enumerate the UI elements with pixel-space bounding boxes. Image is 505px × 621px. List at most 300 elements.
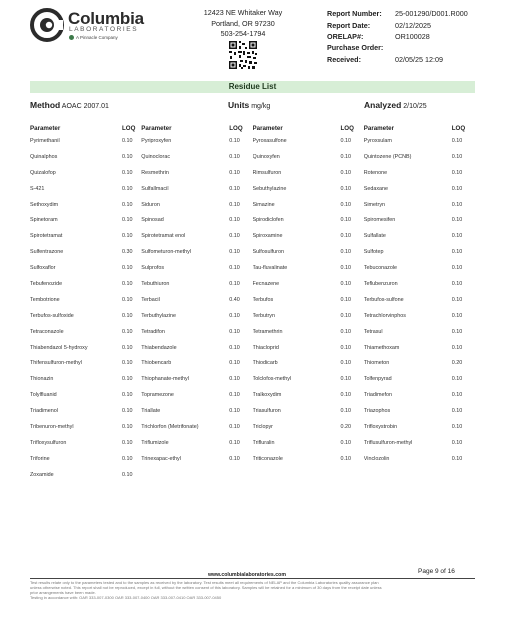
- loq-value: 0.10: [340, 312, 351, 319]
- table-row: [30, 403, 141, 419]
- loq-value: 0.10: [229, 233, 240, 240]
- table-row: [253, 149, 364, 165]
- parameter-name: Triazophos: [363, 408, 391, 415]
- column-header: [364, 124, 475, 133]
- parameter-name: Sulfoxaflor: [30, 265, 56, 272]
- parameter-name: Triflusulfuron-methyl: [363, 439, 413, 446]
- analyzed-label: Analyzed: [364, 100, 402, 110]
- table-row: [253, 212, 364, 228]
- column-header: [253, 124, 364, 133]
- loq-value: 0.10: [451, 249, 463, 256]
- parameter-name: Tetrachlorvinphos: [363, 312, 406, 319]
- loq-value: 0.10: [340, 455, 351, 462]
- table-row: [141, 228, 252, 244]
- disclaimer-line: Testing in accordance with: OAR 333-007-0300 OAR 333-007-0400 OAR 333-007-0410 OAR 333-007-0450: [30, 595, 222, 600]
- loq-value: 0.40: [229, 296, 240, 303]
- loq-value: 0.10: [451, 217, 463, 224]
- loq-value: 0.10: [340, 201, 351, 208]
- parameter-name: Sulfosulfuron: [252, 249, 284, 256]
- table-row: [253, 324, 364, 340]
- table-row: [30, 292, 141, 308]
- units-item: [228, 100, 270, 110]
- parameter-name: Thifensulfuron-methyl: [30, 360, 82, 367]
- residue-column: [30, 124, 141, 483]
- loq-value: 0.10: [229, 312, 240, 319]
- parameter-name: Sedaxane: [363, 185, 389, 192]
- table-row: [141, 419, 252, 435]
- footer-divider: [30, 578, 475, 579]
- loq-value: 0.10: [122, 296, 133, 303]
- table-row: [253, 276, 364, 292]
- table-row: [30, 308, 141, 324]
- section-title: Residue List: [30, 81, 475, 93]
- parameter-name: Terbutryn: [252, 312, 275, 319]
- loq-value: 0.10: [451, 296, 463, 303]
- loq-value: 0.10: [229, 439, 240, 446]
- parameter-name: Quizalofop: [30, 169, 56, 176]
- loq-value: 0.10: [451, 201, 463, 208]
- parameter-name: Sethoxydim: [30, 201, 59, 208]
- company-logo: [30, 8, 160, 42]
- table-row: [253, 292, 364, 308]
- table-row: [253, 435, 364, 451]
- loq-value: 0.10: [122, 280, 133, 287]
- report-date-row: [327, 19, 468, 30]
- parameter-name: Sulfallmacil: [141, 185, 169, 192]
- table-row: [253, 244, 364, 260]
- received-row: [327, 54, 468, 65]
- parameter-name: Thiophanate-methyl: [141, 376, 189, 383]
- disclaimer-line: Test results relate only to the parameters tested and to the samples as received by the laboratory. Test results meet all requirements of NELAP and the Columbia Laboratories quality assurance plan: [30, 580, 379, 585]
- table-row: [364, 212, 475, 228]
- parameter-name: Tetraconazole: [30, 328, 64, 335]
- loq-value: 0.10: [122, 439, 133, 446]
- table-row: [141, 276, 252, 292]
- parameter-name: Thiodicarb: [252, 360, 278, 367]
- table-row: [30, 340, 141, 356]
- parameter-name: Fecnazene: [252, 280, 280, 287]
- report-date-value: 02/12/2025: [395, 20, 431, 30]
- table-row: [364, 228, 475, 244]
- loq-value: 0.10: [122, 233, 133, 240]
- parameter-name: Spirotetramat: [30, 233, 63, 240]
- parameter-name: Sulfallate: [363, 233, 386, 240]
- method-value: AOAC 2007.01: [61, 103, 109, 110]
- parameter-name: Triallate: [141, 408, 161, 415]
- table-row: [30, 181, 141, 197]
- loq-header: LOQ: [340, 125, 354, 132]
- parameter-header: Parameter: [363, 125, 395, 132]
- loq-value: 0.10: [122, 423, 133, 430]
- loq-value: 0.10: [122, 360, 133, 367]
- loq-value: 0.10: [229, 344, 240, 351]
- table-row: [253, 355, 364, 371]
- column-header: [141, 124, 252, 133]
- loq-header: LOQ: [229, 125, 243, 132]
- parameter-name: Sulfotep: [363, 249, 384, 256]
- loq-value: 0.10: [451, 185, 463, 192]
- parameter-name: Thiamethoxam: [363, 344, 400, 351]
- loq-value: 0.10: [451, 376, 463, 383]
- loq-value: 0.10: [229, 265, 240, 272]
- table-row: [30, 387, 141, 403]
- loq-value: 0.10: [340, 328, 351, 335]
- footer-disclaimer: [30, 580, 475, 600]
- loq-value: 0.10: [451, 328, 463, 335]
- parameter-name: Vinclozolin: [363, 455, 390, 462]
- method-label: Method: [30, 100, 61, 110]
- loq-value: 0.10: [340, 137, 351, 144]
- table-row: [141, 324, 252, 340]
- loq-value: 0.10: [451, 408, 463, 415]
- parameter-name: Thiacloprid: [252, 344, 279, 351]
- table-row: [364, 197, 475, 213]
- disclaimer-line: prior arrangements have been made.: [30, 590, 96, 595]
- parameter-name: Siduron: [141, 201, 160, 208]
- table-row: [141, 403, 252, 419]
- residue-table: [30, 124, 475, 483]
- parameter-name: Tolfenpyrad: [363, 376, 392, 383]
- table-row: [141, 149, 252, 165]
- table-row: [364, 355, 475, 371]
- loq-value: 0.10: [340, 344, 351, 351]
- loq-value: 0.10: [229, 201, 240, 208]
- table-row: [364, 133, 475, 149]
- loq-value: 0.10: [451, 169, 463, 176]
- table-row: [141, 165, 252, 181]
- parameter-name: Terbufos-sulfoxide: [30, 312, 74, 319]
- loq-value: 0.10: [451, 392, 463, 399]
- loq-value: 0.10: [229, 153, 240, 160]
- table-row: [30, 467, 141, 483]
- loq-value: 0.10: [451, 153, 463, 160]
- parameter-name: Tetradifon: [141, 328, 165, 335]
- report-number-label: Report Number:: [327, 9, 382, 19]
- parameter-name: Tembotrione: [30, 296, 60, 303]
- parameter-name: Triasulfuron: [252, 408, 281, 415]
- parameter-name: Pyroxsulam: [363, 137, 392, 144]
- parameter-name: Thionazin: [30, 376, 54, 383]
- loq-value: 0.10: [229, 280, 240, 287]
- table-row: [253, 451, 364, 467]
- analyzed-item: [364, 100, 427, 110]
- table-row: [364, 435, 475, 451]
- loq-value: 0.10: [122, 344, 133, 351]
- table-row: [141, 292, 252, 308]
- loq-value: 0.10: [122, 153, 133, 160]
- parameter-name: Quinoxyfen: [252, 153, 280, 160]
- table-row: [253, 387, 364, 403]
- parameter-name: Trifluralin: [252, 439, 275, 446]
- orelap-row: [327, 31, 468, 42]
- table-row: [30, 324, 141, 340]
- parameter-name: Pyroxasulfone: [252, 137, 287, 144]
- loq-value: 0.10: [340, 153, 351, 160]
- loq-value: 0.10: [122, 185, 133, 192]
- parameter-name: Sulfentrazone: [30, 249, 64, 256]
- loq-value: 0.10: [451, 312, 463, 319]
- table-row: [141, 260, 252, 276]
- loq-value: 0.10: [340, 296, 351, 303]
- analyzed-value: 2/10/25: [403, 103, 427, 110]
- parameter-name: Triadimefon: [363, 392, 393, 399]
- loq-value: 0.10: [340, 169, 351, 176]
- loq-value: 0.20: [340, 423, 351, 430]
- loq-value: 0.10: [122, 201, 133, 208]
- address-street: 12423 NE Whitaker Way: [203, 8, 283, 17]
- loq-value: 0.10: [229, 423, 240, 430]
- table-row: [141, 355, 252, 371]
- table-row: [30, 149, 141, 165]
- loq-value: 0.10: [122, 328, 133, 335]
- parameter-name: Trinexapac-ethyl: [141, 455, 181, 462]
- table-row: [141, 308, 252, 324]
- table-row: [253, 403, 364, 419]
- loq-value: 0.10: [340, 233, 351, 240]
- parameter-name: Sulprofos: [141, 265, 165, 272]
- logo-tagline: [69, 35, 118, 40]
- loq-value: 0.10: [122, 392, 133, 399]
- table-row: [364, 324, 475, 340]
- lab-address: [188, 8, 298, 40]
- parameter-name: Topramezone: [141, 392, 174, 399]
- report-number-row: [327, 8, 468, 19]
- loq-value: 0.10: [229, 169, 240, 176]
- parameter-name: Spiroxamine: [252, 233, 283, 240]
- table-row: [253, 340, 364, 356]
- loq-value: 0.30: [122, 249, 133, 256]
- loq-value: 0.10: [340, 392, 351, 399]
- parameter-name: Thiometon: [363, 360, 390, 367]
- table-row: [364, 340, 475, 356]
- parameter-name: Thiabendazole: [141, 344, 177, 351]
- received-label: Received:: [327, 54, 361, 64]
- parameter-header: Parameter: [252, 125, 283, 132]
- loq-value: 0.10: [451, 455, 463, 462]
- loq-value: 0.10: [229, 455, 240, 462]
- table-row: [253, 133, 364, 149]
- disclaimer-line: unless otherwise noted. This report shall not be reproduced, except in full, without the written consent of this laboratory. Samples will be retained for a minimum of 30 days from the receipt date unless: [30, 585, 382, 590]
- orelap-label: ORELAP#:: [327, 31, 364, 41]
- table-row: [141, 340, 252, 356]
- parameter-name: Thiobencarb: [141, 360, 172, 367]
- table-row: [253, 308, 364, 324]
- loq-value: 0.10: [122, 376, 133, 383]
- table-row: [141, 451, 252, 467]
- loq-value: 0.10: [451, 280, 463, 287]
- loq-value: 0.10: [340, 439, 351, 446]
- loq-value: 0.10: [451, 439, 463, 446]
- parameter-name: Trifloxysulfuron: [30, 439, 67, 446]
- table-row: [253, 197, 364, 213]
- table-row: [364, 260, 475, 276]
- table-row: [364, 371, 475, 387]
- units-value: mg/kg: [251, 103, 271, 110]
- table-row: [141, 371, 252, 387]
- parameter-name: Thiabendazol 5-hydroxy: [30, 344, 88, 351]
- report-info: [327, 8, 468, 65]
- table-row: [30, 244, 141, 260]
- parameter-name: Trichlorfon (Metrifonate): [141, 423, 199, 430]
- table-row: [253, 228, 364, 244]
- loq-value: 0.10: [122, 217, 133, 224]
- table-row: [30, 451, 141, 467]
- logo-tagline-text: A Pinnacle Company: [76, 35, 118, 40]
- received-value: 02/05/25 12:09: [395, 54, 443, 64]
- qr-code-icon: [228, 40, 258, 70]
- parameter-name: S-421: [30, 185, 45, 192]
- loq-value: 0.10: [229, 328, 240, 335]
- residue-column: [253, 124, 364, 483]
- loq-value: 0.10: [122, 137, 133, 144]
- loq-value: 0.10: [229, 376, 240, 383]
- table-row: [253, 165, 364, 181]
- table-row: [141, 133, 252, 149]
- columbia-logo-icon: [30, 8, 64, 42]
- loq-value: 0.10: [451, 233, 463, 240]
- table-row: [30, 276, 141, 292]
- table-row: [141, 181, 252, 197]
- parameter-name: Terbacil: [141, 296, 160, 303]
- parameter-name: Teflubenzuron: [363, 280, 398, 287]
- parameter-name: Terbufos: [252, 296, 274, 303]
- parameter-name: Trifloxystrobin: [363, 423, 398, 430]
- parameter-name: Triclopyr: [252, 423, 273, 430]
- parameter-name: Rotenone: [363, 169, 388, 176]
- table-row: [364, 419, 475, 435]
- table-row: [364, 276, 475, 292]
- column-header: [30, 124, 141, 133]
- parameter-name: Tau-fluvalinate: [252, 265, 288, 272]
- table-row: [30, 133, 141, 149]
- loq-value: 0.10: [229, 360, 240, 367]
- loq-value: 0.10: [229, 137, 240, 144]
- parameter-name: Triforine: [30, 455, 50, 462]
- table-row: [30, 435, 141, 451]
- table-row: [364, 451, 475, 467]
- purchase-order-row: [327, 42, 468, 53]
- parameter-name: Triflumizole: [141, 439, 169, 446]
- parameter-name: Pyriproxyfen: [141, 137, 172, 144]
- parameter-name: Triticonazole: [252, 455, 283, 462]
- table-row: [141, 244, 252, 260]
- parameter-name: Tebufenozide: [30, 280, 63, 287]
- parameter-name: Sulfometuron-methyl: [141, 249, 191, 256]
- parameter-name: Simetryn: [363, 201, 386, 208]
- parameter-header: Parameter: [141, 125, 172, 132]
- loq-value: 0.10: [229, 392, 240, 399]
- table-row: [30, 419, 141, 435]
- units-label: Units: [228, 100, 250, 110]
- table-row: [30, 165, 141, 181]
- parameter-name: Tribenuron-methyl: [30, 423, 74, 430]
- table-row: [253, 181, 364, 197]
- parameter-header: Parameter: [30, 125, 61, 132]
- orelap-value: OR100028: [395, 31, 430, 41]
- loq-value: 0.10: [451, 137, 463, 144]
- loq-value: 0.10: [340, 280, 351, 287]
- parameter-name: Quintozene (PCNB): [363, 153, 412, 160]
- parameter-name: Terbuthylazine: [141, 312, 177, 319]
- parameter-name: Tebuconazole: [363, 265, 398, 272]
- loq-value: 0.10: [229, 185, 240, 192]
- table-row: [141, 197, 252, 213]
- loq-header: LOQ: [451, 125, 466, 132]
- logo-subtitle: LABORATORIES: [69, 26, 139, 33]
- loq-value: 0.10: [340, 185, 351, 192]
- parameter-name: Quinoclorac: [141, 153, 171, 160]
- loq-value: 0.10: [340, 360, 351, 367]
- table-row: [30, 260, 141, 276]
- parameter-name: Triadimenol: [30, 408, 58, 415]
- parameter-name: Resmethrin: [141, 169, 169, 176]
- parameter-name: Simazine: [252, 201, 275, 208]
- table-row: [364, 149, 475, 165]
- parameter-name: Pyrimethanil: [30, 137, 60, 144]
- footer-website[interactable]: www.columbialaboratories.com: [208, 572, 286, 578]
- parameter-name: Quinalphos: [30, 153, 58, 160]
- table-row: [364, 387, 475, 403]
- table-row: [30, 212, 141, 228]
- loq-value: 0.10: [229, 408, 240, 415]
- parameter-name: Spirodiclofen: [252, 217, 284, 224]
- loq-value: 0.20: [451, 360, 463, 367]
- report-date-label: Report Date:: [327, 20, 371, 30]
- parameter-name: Tolclofos-methyl: [252, 376, 292, 383]
- table-row: [364, 308, 475, 324]
- parameter-name: Spinetoram: [30, 217, 58, 224]
- table-row: [141, 435, 252, 451]
- table-row: [141, 387, 252, 403]
- parameter-name: Tetrasul: [363, 328, 383, 335]
- parameter-name: Terbufos-sulfone: [363, 296, 404, 303]
- residue-column: [141, 124, 252, 483]
- parameter-name: Spirotetramat enol: [141, 233, 186, 240]
- table-row: [253, 419, 364, 435]
- parameter-name: Sebuthylazine: [252, 185, 287, 192]
- loq-value: 0.10: [122, 471, 133, 478]
- parameter-name: Zoxamide: [30, 471, 54, 478]
- parameter-name: Rimsulfuron: [252, 169, 282, 176]
- loq-value: 0.10: [122, 408, 133, 415]
- table-row: [364, 244, 475, 260]
- loq-value: 0.10: [229, 249, 240, 256]
- table-row: [253, 260, 364, 276]
- table-row: [364, 292, 475, 308]
- table-row: [30, 197, 141, 213]
- table-row: [364, 165, 475, 181]
- parameter-name: Tolylfluanid: [30, 392, 57, 399]
- loq-value: 0.10: [451, 265, 463, 272]
- table-row: [364, 181, 475, 197]
- loq-value: 0.10: [122, 265, 133, 272]
- loq-value: 0.10: [340, 265, 351, 272]
- table-row: [30, 228, 141, 244]
- report-number-value: 25-001290/D001.R000: [395, 9, 468, 19]
- logo-name: Columbia: [68, 9, 144, 28]
- loq-value: 0.10: [229, 217, 240, 224]
- loq-value: 0.10: [451, 423, 463, 430]
- loq-value: 0.10: [122, 169, 133, 176]
- table-row: [253, 371, 364, 387]
- parameter-name: Spinosad: [141, 217, 164, 224]
- loq-header: LOQ: [122, 125, 136, 132]
- address-phone: 503-254-1794: [220, 29, 266, 38]
- method-line: [30, 100, 475, 112]
- table-row: [30, 371, 141, 387]
- parameter-name: Tetramethrin: [252, 328, 283, 335]
- parameter-name: Tralkoxydim: [252, 392, 282, 399]
